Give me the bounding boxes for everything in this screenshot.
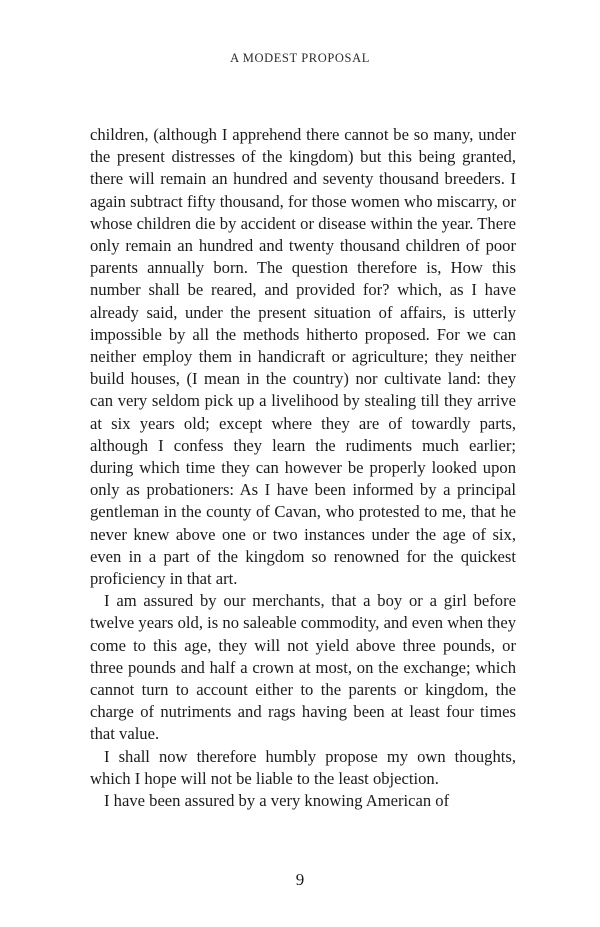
- paragraph-merchants: I am assured by our merchants, that a boy or a girl before twelve years old, is no saleable commodity, and even when they come to this age, they will not yield above three pounds, or three pounds and half a crown at most, on the exchange; which cannot turn to account either to the parents or kingdom, the charge of nutriments and rags having been at least four times that value.: [90, 591, 516, 744]
- page-number: 9: [295, 870, 305, 889]
- paragraph-continued: children, (although I apprehend there cannot be so many, under the present distresses of the kingdom) but this being granted, there will remain an hundred and seventy thousand breeders. I again subtract fifty thousand, for those women who miscarry, or whose children die by accident or disease within the year. There only remain an hundred and twenty thousand children of poor parents annually born. The question therefore is, How this number shall be reared, and provided for? which, as I have already said, under the present situation of affairs, is utterly impossible by all the methods hitherto proposed. For we can neither employ them in handicraft or agriculture; they neither build houses, (I mean in the country) nor cultivate land: they can very seldom pick up a livelihood by stealing till they arrive at six years old; except where they are of towardly parts, although I confess they learn the rudiments much earlier; during which time they can however be properly looked upon only as probationers: As I have been informed by a principal gentleman in the county of Cavan, who protested to me, that he never knew above one or two instances under the age of six, even in a part of the kingdom so renowned for the quickest proficiency in that art.: [90, 125, 516, 589]
- paragraph-american: I have been assured by a very knowing American of: [104, 791, 450, 811]
- running-head: A MODEST PROPOSAL: [230, 51, 370, 65]
- body-text: [90, 124, 516, 812]
- paragraph-proposal: I shall now therefore humbly propose my own thoughts, which I hope will not be liable to the least objection.: [90, 746, 516, 788]
